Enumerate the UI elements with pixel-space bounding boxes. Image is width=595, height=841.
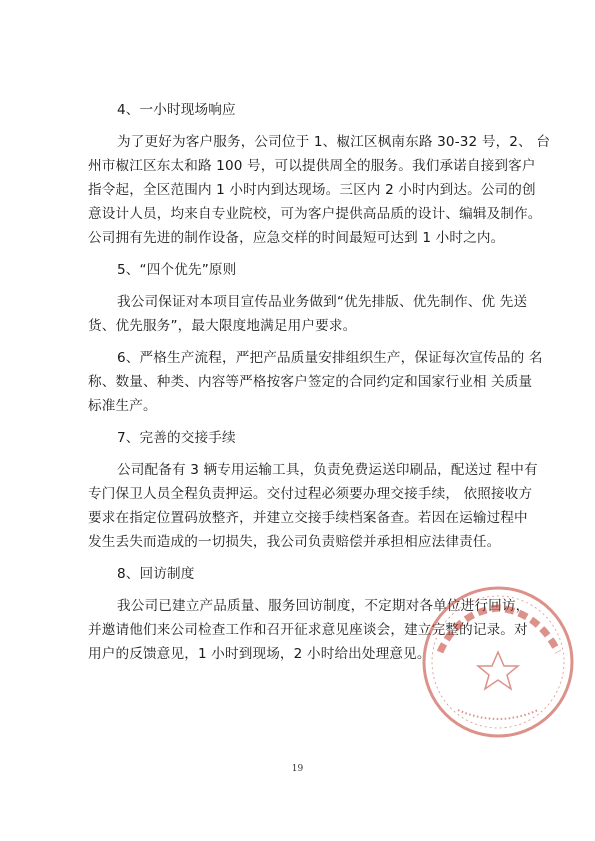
section-7-paragraph-line: 公司配备有 3 辆专用运输工具，负责免费运送印刷品，配送过 程中有: [117, 462, 538, 478]
section-7-paragraph-line: 专门保卫人员全程负责押运。交付过程必须要办理交接手续， 依照接收方: [88, 486, 533, 502]
section-8-paragraph-line: 用户的反馈意见，1 小时到现场，2 小时给出处理意见。: [88, 646, 431, 662]
seal-inner-ring: [432, 596, 564, 728]
section-4-paragraph-line: 公司拥有先进的制作设备，应急交样的时间最短可达到 1 小时之内。: [88, 230, 505, 246]
section-7-heading: 7、完善的交接手续: [117, 430, 236, 446]
seal-star-icon: [478, 652, 518, 689]
section-5-paragraph-line: 货、优先服务”，最大限度地满足用户要求。: [88, 318, 357, 334]
section-4-paragraph-line: 州市椒江区东太和路 100 号，可以提供周全的服务。我们承诺自接到客户: [88, 158, 536, 174]
section-8-paragraph-line: 我公司已建立产品质量、服务回访制度，不定期对各单位进行回访，: [117, 598, 530, 614]
section-6-paragraph-line: 6、严格生产流程，严把产品质量安排组织生产，保证每次宣传品的 名: [117, 350, 543, 366]
section-8-paragraph-line: 并邀请他们来公司检查工作和召开征求意见座谈会，建立完整的记录。对: [88, 622, 528, 638]
section-6-paragraph-line: 标准生产。: [88, 398, 157, 414]
section-4-paragraph-line: 意设计人员，均来自专业院校，可为客户提供高品质的设计、编辑及制作。: [88, 206, 542, 222]
section-6-paragraph-line: 称、数量、种类、内容等严格按客户签定的合同约定和国家行业相 关质量: [88, 374, 533, 390]
section-8-heading: 8、回访制度: [117, 566, 195, 582]
section-4-paragraph-line: 指令起，全区范围内 1 小时内到达现场。三区内 2 小时内到达。公司的创: [88, 182, 536, 198]
section-7-paragraph-line: 要求在指定位置码放整齐，并建立交接手续档案备查。若因在运输过程中: [88, 510, 528, 526]
section-4-heading: 4、一小时现场响应: [117, 102, 236, 118]
seal-bottom-code: [458, 710, 538, 719]
section-5-paragraph-line: 我公司保证对本项目宣传品业务做到“优先排版、优先制作、优 先送: [117, 294, 528, 310]
section-5-heading: 5、“四个优先”原则: [117, 262, 237, 278]
page-number: 19: [291, 764, 304, 774]
section-4-paragraph-line: 为了更好为客户服务，公司位于 1、椒江区枫南东路 30-32 号，2、 台: [117, 134, 551, 150]
section-7-paragraph-line: 发生丢失而造成的一切损失，我公司负责赔偿并承担相应法律责任。: [88, 534, 501, 550]
